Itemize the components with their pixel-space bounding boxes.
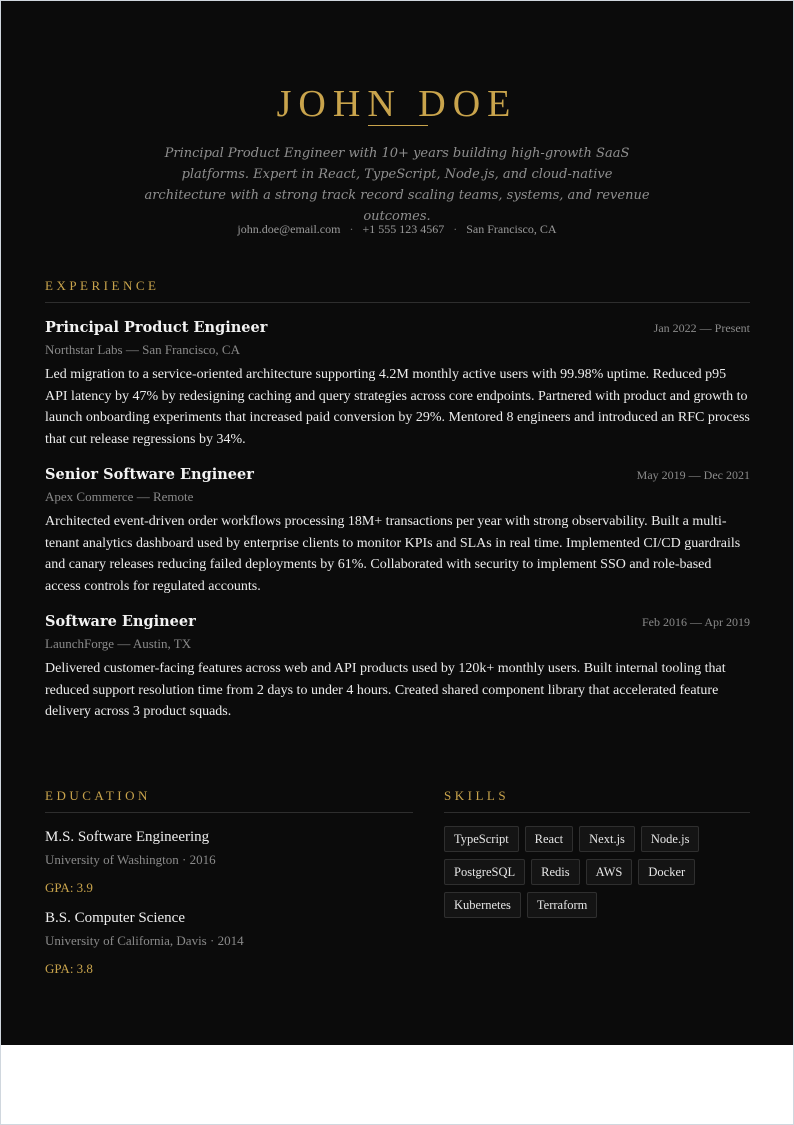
skill-tag: TypeScript	[444, 826, 519, 852]
skill-tag: Next.js	[579, 826, 635, 852]
contact-location: San Francisco, CA	[466, 222, 557, 236]
experience-section	[45, 278, 750, 723]
job-company: Apex Commerce — Remote	[45, 489, 194, 504]
gpa: GPA: 3.8	[45, 961, 93, 976]
job-entry	[45, 319, 750, 450]
contact-phone[interactable]: +1 555 123 4567	[362, 222, 445, 236]
job-title: Principal Product Engineer	[45, 319, 268, 336]
job-company: Northstar Labs — San Francisco, CA	[45, 342, 240, 357]
candidate-name: JOHN DOE	[276, 83, 518, 126]
skill-list	[444, 826, 744, 918]
job-dates: Feb 2016 — Apr 2019	[642, 615, 750, 629]
education-section	[45, 788, 413, 977]
skill-tag: AWS	[586, 859, 633, 885]
skill-tag: Docker	[638, 859, 695, 885]
job-description: Delivered customer-facing features across web and API products used by 120k+ monthly users. Built internal tooling that reduced support resolution time from 2 days to under 4 hours. Created shared component library that accelerated feature delivery across 3 product squads.	[45, 661, 726, 719]
job-dates: Jan 2022 — Present	[653, 321, 750, 335]
degree: M.S. Software Engineering	[45, 829, 210, 845]
skill-tag: React	[525, 826, 573, 852]
skill-tag: Node.js	[641, 826, 700, 852]
resume-page	[1, 1, 793, 1045]
skill-tag: Terraform	[527, 892, 597, 918]
header-divider	[368, 125, 428, 126]
job-entry	[45, 466, 750, 597]
profile-summary: Principal Product Engineer with 10+ years building high-growth SaaS platforms. Expert in React, TypeScript, Node.js, and cloud-native architecture with a strong track record scaling teams, systems, and revenue outcomes.	[144, 146, 650, 224]
skill-tag: Kubernetes	[444, 892, 521, 918]
contact-line	[1, 222, 793, 237]
degree: B.S. Computer Science	[45, 910, 185, 926]
section-title-experience: EXPERIENCE	[45, 278, 750, 303]
job-title: Software Engineer	[45, 613, 196, 630]
job-dates: May 2019 — Dec 2021	[636, 468, 750, 482]
skills-section	[444, 788, 750, 918]
gpa: GPA: 3.9	[45, 880, 93, 895]
job-description: Architected event-driven order workflows processing 18M+ transactions per year with strong observability. Built a multi-tenant analytics dashboard used by enterprise clients to monitor KPIs and SLAs in real time. Implemented CI/CD guardrails and canary releases reducing failed deployments by 61%. Collaborated with security to implement SSO and role-based access controls for regulated accounts.	[45, 514, 741, 594]
job-company: LaunchForge — Austin, TX	[45, 636, 192, 651]
section-title-skills: SKILLS	[444, 788, 750, 813]
contact-email[interactable]: john.doe@email.com	[237, 222, 341, 236]
separator: ·	[349, 222, 354, 236]
skill-tag: PostgreSQL	[444, 859, 525, 885]
education-entry	[45, 829, 413, 896]
separator: ·	[453, 222, 458, 236]
section-title-education: EDUCATION	[45, 788, 413, 813]
school: University of California, Davis · 2014	[45, 933, 244, 948]
school: University of Washington · 2016	[45, 852, 216, 867]
job-entry	[45, 613, 750, 723]
job-description: Led migration to a service-oriented architecture supporting 4.2M monthly active users with 99.98% uptime. Reduced p95 API latency by 47% by redesigning caching and query strategies across core endpoints. Partnered with product and growth to launch onboarding experiments that increased paid conversion by 29%. Mentored 8 engineers and introduced an RFC process that cut release regressions by 34%.	[45, 367, 750, 447]
education-entry	[45, 910, 413, 977]
skill-tag: Redis	[531, 859, 579, 885]
job-title: Senior Software Engineer	[45, 466, 254, 483]
